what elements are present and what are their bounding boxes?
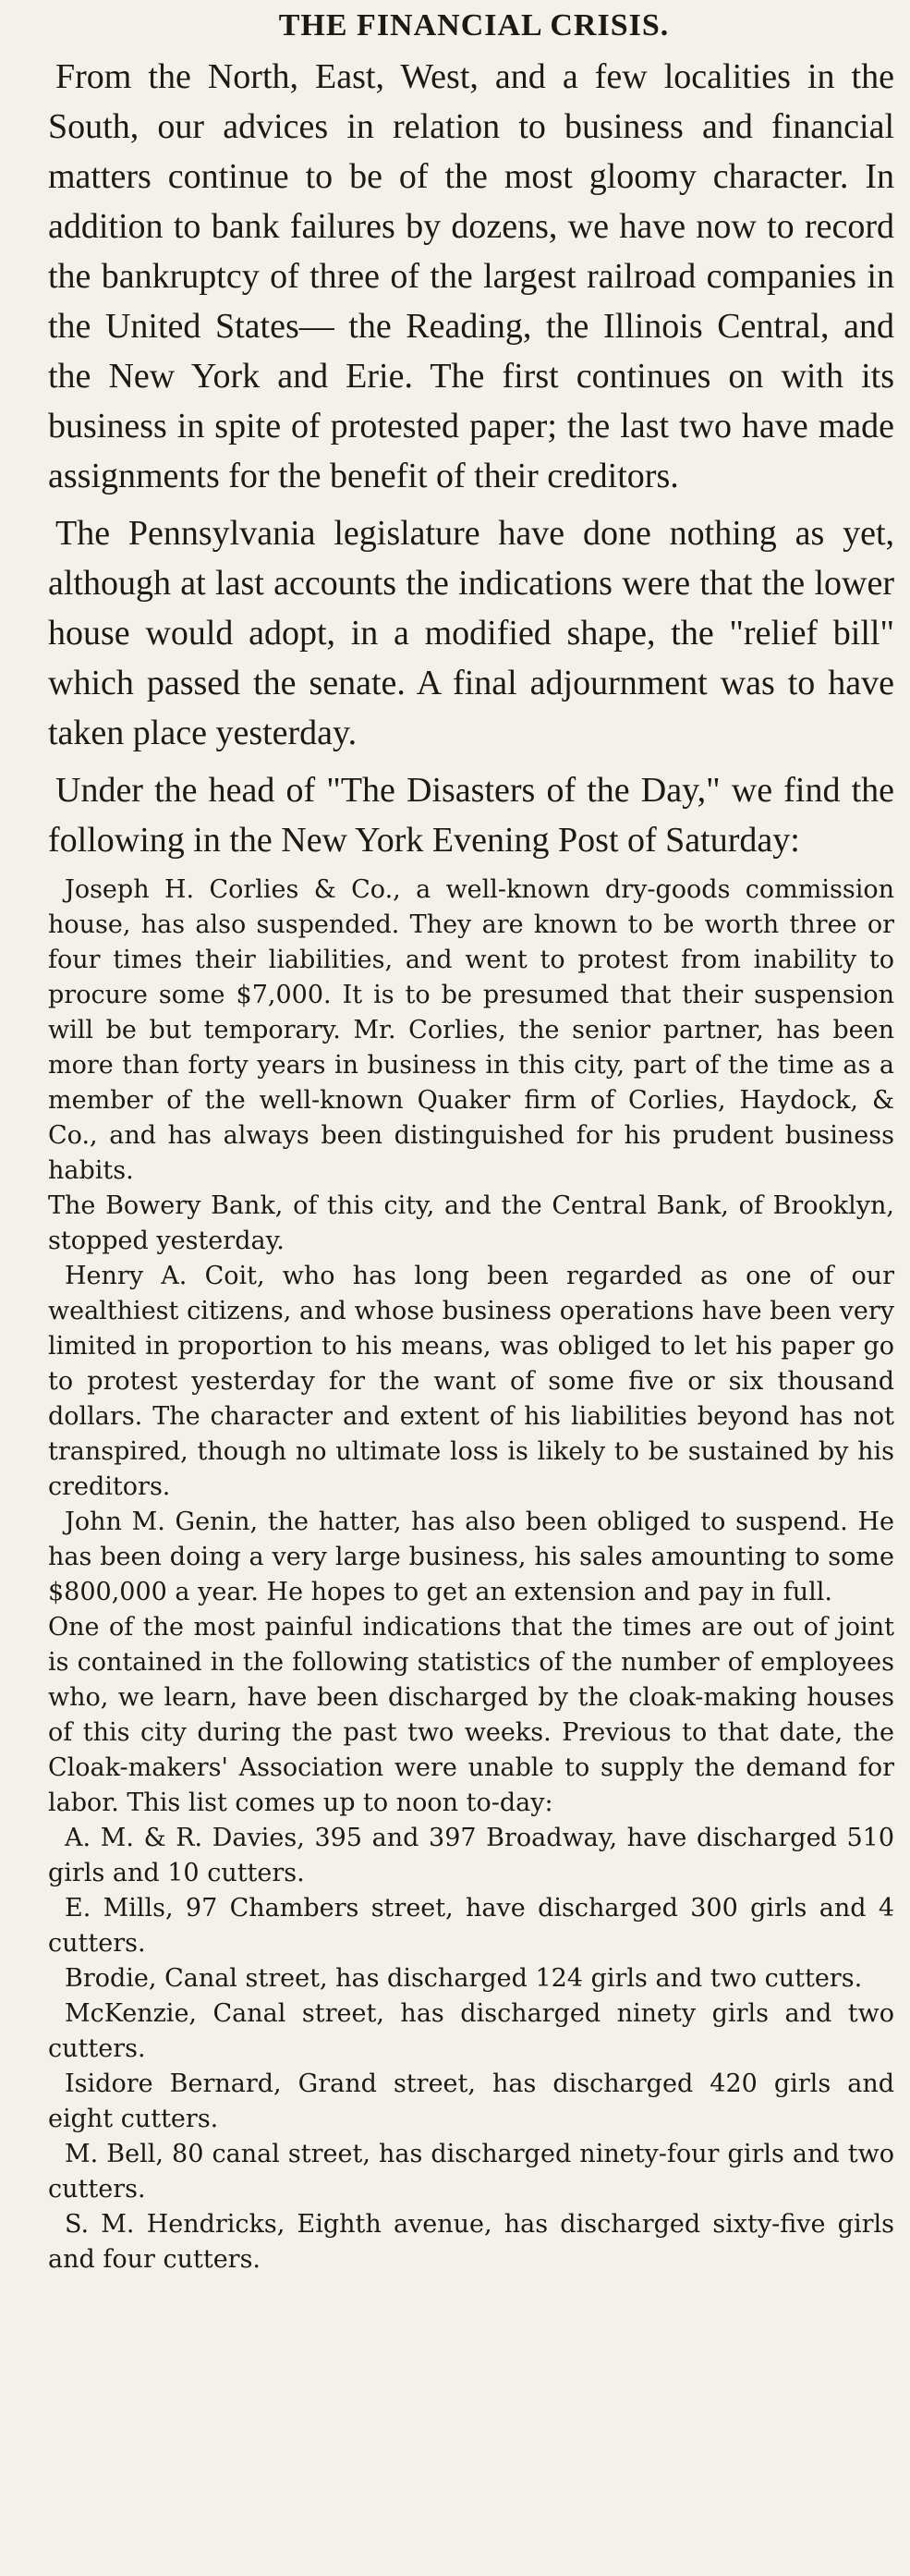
quoted-paragraph: Henry A. Coit, who has long been regarded as one of our wealthiest citizens, and whose business operations have been very limited in proportion to his means, was obliged to let his paper go to protest yesterday for the want of some five or six thousand dollars. The character and extent of his liabilities beyond has not transpired, though no ultimate loss is likely to be sustained by his creditors. <box>48 1262 894 1501</box>
article-headline: THE FINANCIAL CRISIS. <box>278 8 670 43</box>
lead-paragraph: From the North, East, West, and a few localities in the South, our advices in relation to business and financial matters continue to be of the most gloomy character. In addition to bank failures by dozens, we have now to record the bankruptcy of three of the largest railroad companies in the United States— the Reading, the Illinois Central, and the New York and Erie. The first continues on with its business in spite of protested paper; the last two have made assignments for the benefit of their creditors. <box>48 57 894 495</box>
discharge-list-item: McKenzie, Canal street, has discharged ninety girls and two cutters. <box>48 1999 894 2063</box>
quoted-paragraph: Joseph H. Corlies & Co., a well-known dry-goods commission house, has also suspended. They are known to be worth three or four times their liabilities, and went to protest from inability to procure some $7,000. It is to be presumed that their suspension will be but temporary. Mr. Corlies, the senior partner, has been more than forty years in business in this city, part of the time as a member of the well-known Quaker firm of Corlies, Haydock, & Co., and has always been distinguished for his prudent business habits. <box>48 875 894 1185</box>
lead-paragraph: The Pennsylvania legislature have done nothing as yet, although at last accounts the indications were that the lower house would adopt, in a modified shape, the "relief bill" which passed the senate. A final adjournment was to have taken place yesterday. <box>48 514 894 752</box>
discharge-list-item: A. M. & R. Davies, 395 and 397 Broadway, have discharged 510 girls and 10 cutters. <box>48 1824 894 1887</box>
quoted-paragraph: The Bowery Bank, of this city, and the Central Bank, of Brooklyn, stopped yesterday. <box>48 1191 894 1255</box>
discharge-list-item: M. Bell, 80 canal street, has discharged ninety-four girls and two cutters. <box>48 2140 894 2204</box>
lead-paragraph: Under the head of "The Disasters of the Day," we find the following in the New York Evening Post of Saturday: <box>48 771 894 860</box>
discharge-list-item: Isidore Bernard, Grand street, has discharged 420 girls and eight cutters. <box>48 2069 894 2133</box>
discharge-list-item: S. M. Hendricks, Eighth avenue, has discharged sixty-five girls and four cutters. <box>48 2210 894 2274</box>
quoted-paragraph: One of the most painful indications that the times are out of joint is contained in the following statistics of the number of employees who, we learn, have been discharged by the cloak-making houses of this city during the past two weeks. Previous to that date, the Cloak-makers' Association were unable to supply the demand for labor. This list comes up to noon to-day: <box>48 1613 894 1817</box>
discharge-list-item: Brodie, Canal street, has discharged 124 girls and two cutters. <box>65 1964 863 1993</box>
discharge-list-item: E. Mills, 97 Chambers street, have discharged 300 girls and 4 cutters. <box>48 1894 894 1958</box>
quoted-paragraph: John M. Genin, the hatter, has also been obliged to suspend. He has been doing a very large business, his sales amounting to some $800,000 a year. He hopes to get an extension and pay in full. <box>48 1508 894 1606</box>
article-column <box>48 7 894 2277</box>
